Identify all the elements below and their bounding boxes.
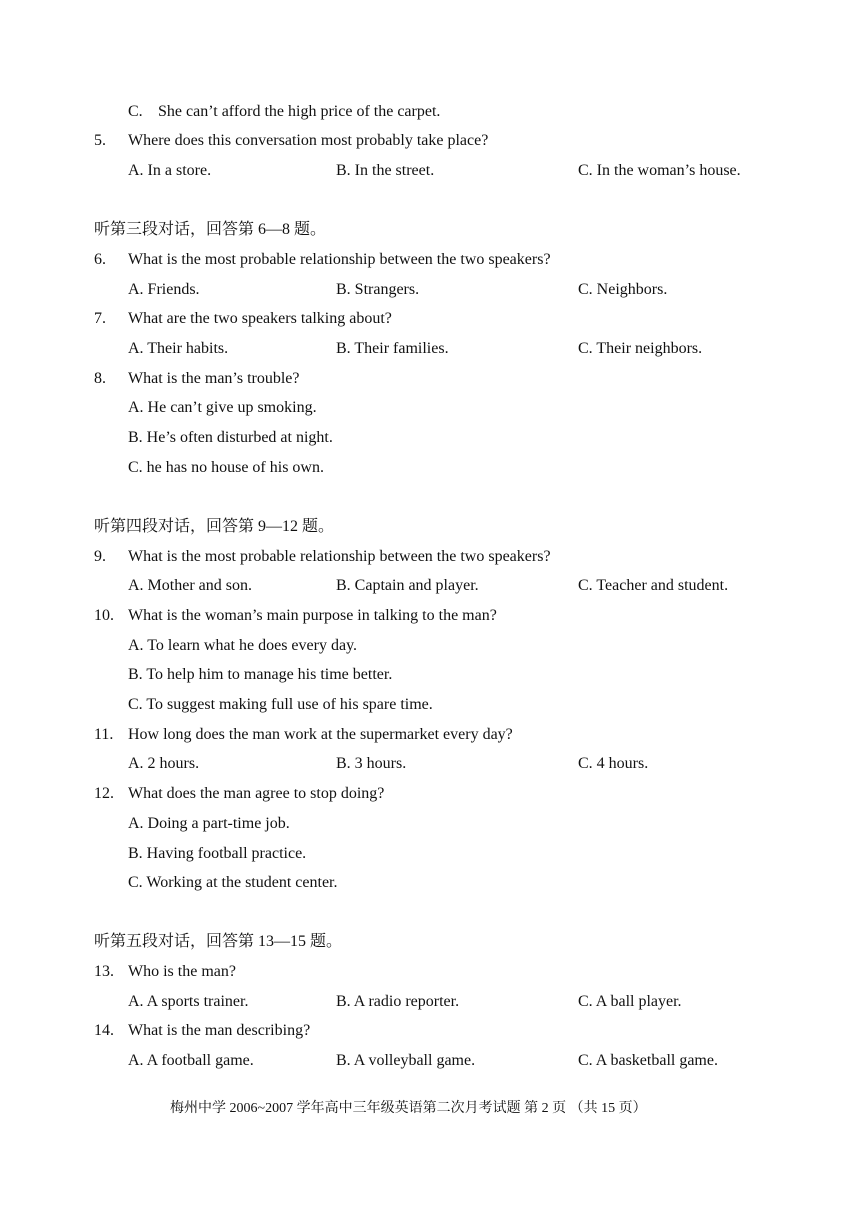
question-text: What are the two speakers talking about? bbox=[128, 310, 392, 327]
option-a: A. A football game. bbox=[128, 1052, 254, 1069]
option-c: C. A basketball game. bbox=[578, 1052, 718, 1069]
question-text: What is the most probable relationship between the two speakers? bbox=[128, 548, 551, 565]
option-c: C. A ball player. bbox=[578, 993, 682, 1010]
option-text: She can’t afford the high price of the carpet. bbox=[158, 103, 441, 120]
question-number: 14. bbox=[94, 1022, 114, 1039]
option-c: C. In the woman’s house. bbox=[578, 162, 741, 179]
option-b: B. In the street. bbox=[336, 162, 435, 179]
option-label: C. bbox=[128, 103, 143, 120]
option-a: A. A sports trainer. bbox=[128, 993, 249, 1010]
section-heading: 听第三段对话，回答第 6—8 题。 bbox=[94, 221, 327, 238]
option-line: A. Doing a part-time job. bbox=[128, 815, 290, 832]
option-c: C. Their neighbors. bbox=[578, 340, 703, 357]
question-number: 6. bbox=[94, 251, 106, 268]
question-number: 9. bbox=[94, 548, 106, 565]
option-line: B. He’s often disturbed at night. bbox=[128, 429, 333, 446]
question-number: 7. bbox=[94, 310, 106, 327]
section-heading: 听第五段对话，回答第 13—15 题。 bbox=[94, 933, 343, 950]
option-b: B. 3 hours. bbox=[336, 755, 407, 772]
page-footer: 梅州中学 2006~2007 学年高中三年级英语第二次月考试题 第 2 页 （共 15 页） bbox=[170, 1101, 647, 1116]
question-number: 10. bbox=[94, 607, 114, 624]
option-line: B. To help him to manage his time better. bbox=[128, 666, 393, 683]
option-b: B. Their families. bbox=[336, 340, 449, 357]
option-b: B. A volleyball game. bbox=[336, 1052, 476, 1069]
question-number: 13. bbox=[94, 963, 114, 980]
option-c: C. Teacher and student. bbox=[578, 577, 729, 594]
option-c: C. Neighbors. bbox=[578, 281, 668, 298]
option-line: A. He can’t give up smoking. bbox=[128, 399, 317, 416]
question-number: 11. bbox=[94, 726, 114, 743]
section-heading: 听第四段对话，回答第 9—12 题。 bbox=[94, 518, 335, 535]
option-a: A. Mother and son. bbox=[128, 577, 252, 594]
option-line: A. To learn what he does every day. bbox=[128, 637, 358, 654]
option-line: C. Working at the student center. bbox=[128, 874, 338, 891]
question-text: What is the man describing? bbox=[128, 1022, 311, 1039]
question-text: Where does this conversation most probably take place? bbox=[128, 132, 489, 149]
question-number: 12. bbox=[94, 785, 114, 802]
question-text: What is the woman’s main purpose in talking to the man? bbox=[128, 607, 497, 624]
question-text: What does the man agree to stop doing? bbox=[128, 785, 385, 802]
option-a: A. Friends. bbox=[128, 281, 200, 298]
option-a: A. 2 hours. bbox=[128, 755, 200, 772]
option-a: A. Their habits. bbox=[128, 340, 229, 357]
question-text: How long does the man work at the supermarket every day? bbox=[128, 726, 513, 743]
question-text: Who is the man? bbox=[128, 963, 236, 980]
option-b: B. Strangers. bbox=[336, 281, 420, 298]
question-number: 8. bbox=[94, 370, 106, 387]
option-line: C. To suggest making full use of his spare time. bbox=[128, 696, 433, 713]
question-text: What is the most probable relationship between the two speakers? bbox=[128, 251, 551, 268]
option-c: C. 4 hours. bbox=[578, 755, 649, 772]
option-b: B. Captain and player. bbox=[336, 577, 479, 594]
question-text: What is the man’s trouble? bbox=[128, 370, 300, 387]
option-a: A. In a store. bbox=[128, 162, 212, 179]
question-number: 5. bbox=[94, 132, 106, 149]
option-line: C. he has no house of his own. bbox=[128, 459, 324, 476]
option-line: B. Having football practice. bbox=[128, 845, 307, 862]
option-b: B. A radio reporter. bbox=[336, 993, 460, 1010]
